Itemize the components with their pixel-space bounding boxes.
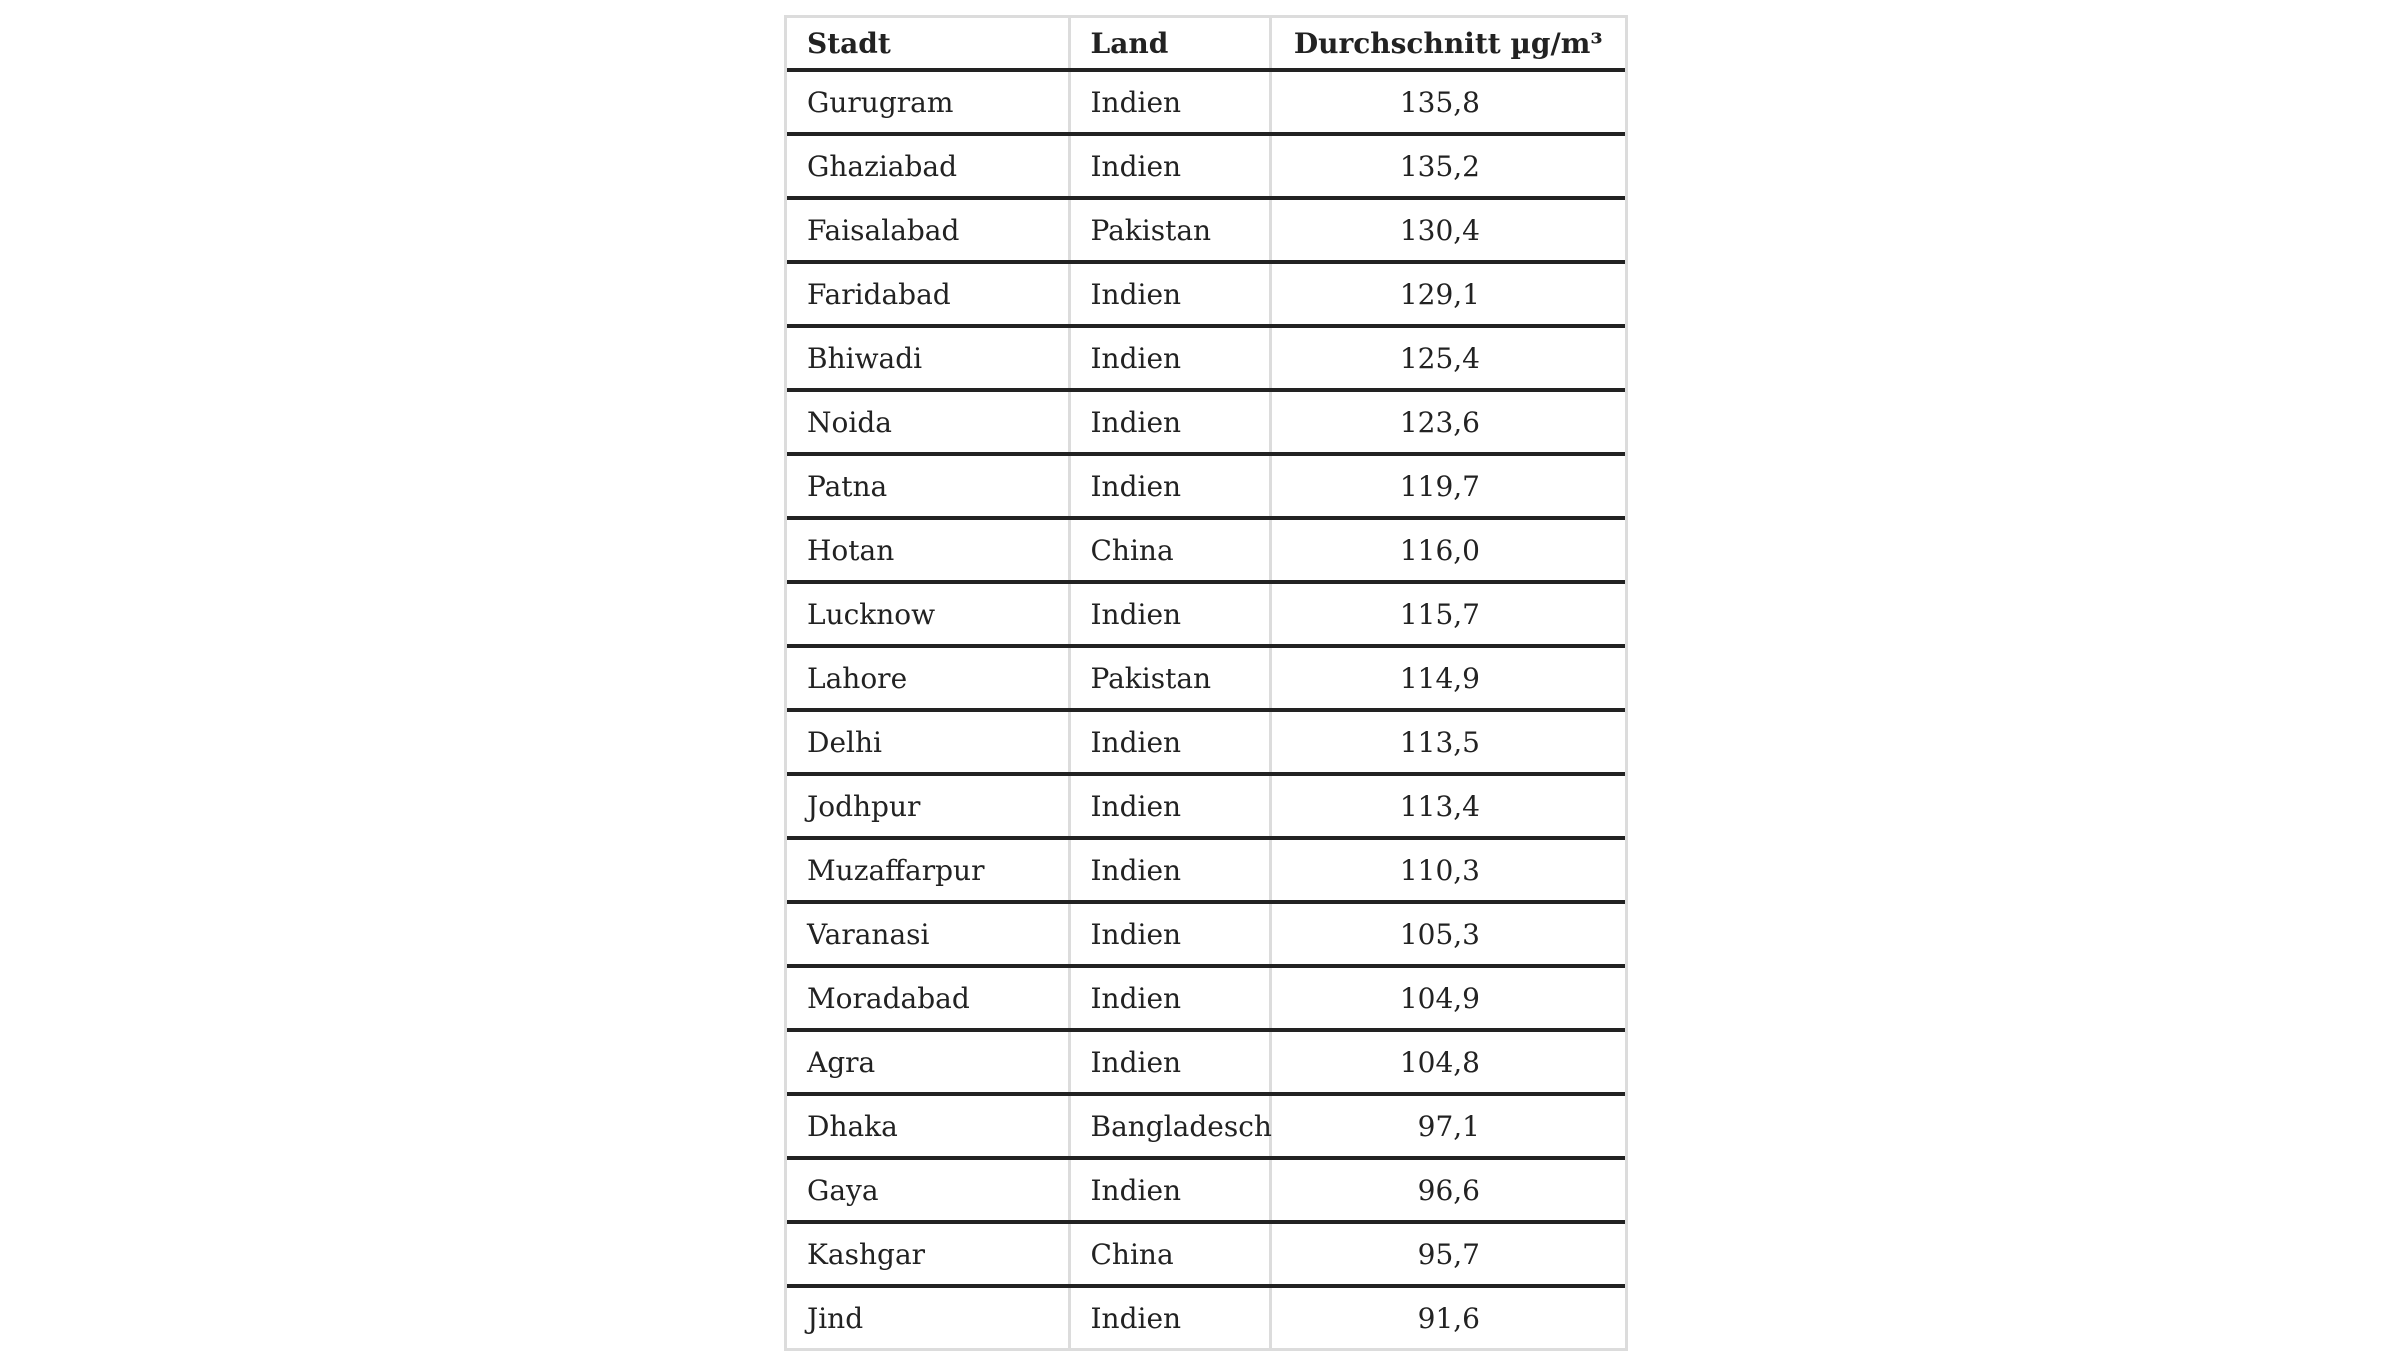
city-cell: Lahore (807, 661, 908, 695)
country-cell: Indien (1069, 390, 1270, 454)
avg-cell: 97,1 (1270, 1094, 1625, 1158)
table-row (787, 1094, 1625, 1158)
country-cell: Indien (1069, 1286, 1270, 1348)
country-cell: Indien (1069, 1158, 1270, 1222)
city-cell: Jind (807, 1301, 864, 1335)
avg-cell: 135,8 (1270, 70, 1625, 134)
city-cell: Jodhpur (807, 789, 921, 823)
table-row (787, 390, 1625, 454)
country-cell: Indien (1069, 134, 1270, 198)
city-cell: Delhi (807, 725, 882, 759)
avg-cell: 113,5 (1270, 710, 1625, 774)
country-cell: China (1069, 518, 1270, 582)
country-cell: Indien (1069, 262, 1270, 326)
city-cell: Gaya (807, 1173, 879, 1207)
header-country: Land (1069, 18, 1270, 70)
avg-cell: 91,6 (1270, 1286, 1625, 1348)
country-cell: Indien (1069, 582, 1270, 646)
country-cell: Bangladesch (1069, 1094, 1270, 1158)
city-cell: Faridabad (807, 277, 951, 311)
avg-cell: 116,0 (1270, 518, 1625, 582)
avg-cell: 113,4 (1270, 774, 1625, 838)
country-cell: Indien (1069, 454, 1270, 518)
table-row (787, 134, 1625, 198)
city-cell: Gurugram (807, 85, 954, 119)
avg-cell: 129,1 (1270, 262, 1625, 326)
table-row (787, 326, 1625, 390)
city-cell: Lucknow (807, 597, 936, 631)
table-row (787, 70, 1625, 134)
pollution-table (787, 18, 1625, 1348)
city-cell: Muzaffarpur (807, 853, 985, 887)
country-cell: Indien (1069, 70, 1270, 134)
avg-cell: 104,9 (1270, 966, 1625, 1030)
city-cell: Dhaka (807, 1109, 898, 1143)
table-row (787, 454, 1625, 518)
avg-cell: 104,8 (1270, 1030, 1625, 1094)
avg-cell: 119,7 (1270, 454, 1625, 518)
table-header-row (787, 18, 1625, 70)
country-cell: Indien (1069, 838, 1270, 902)
country-cell: Indien (1069, 774, 1270, 838)
avg-cell: 130,4 (1270, 198, 1625, 262)
pollution-table-container (784, 15, 1628, 1351)
country-cell: Pakistan (1069, 646, 1270, 710)
city-cell: Noida (807, 405, 892, 439)
avg-cell: 110,3 (1270, 838, 1625, 902)
city-cell: Bhiwadi (807, 341, 923, 375)
city-cell: Ghaziabad (807, 149, 958, 183)
table-row (787, 1158, 1625, 1222)
country-cell: Indien (1069, 326, 1270, 390)
country-cell: Indien (1069, 1030, 1270, 1094)
country-cell: Indien (1069, 966, 1270, 1030)
table-row (787, 838, 1625, 902)
country-cell: Indien (1069, 710, 1270, 774)
avg-cell: 115,7 (1270, 582, 1625, 646)
avg-cell: 96,6 (1270, 1158, 1625, 1222)
table-row (787, 1222, 1625, 1286)
city-cell: Faisalabad (807, 213, 960, 247)
table-row (787, 1030, 1625, 1094)
avg-cell: 135,2 (1270, 134, 1625, 198)
city-cell: Agra (807, 1045, 876, 1079)
table-row (787, 582, 1625, 646)
country-cell: China (1069, 1222, 1270, 1286)
avg-cell: 125,4 (1270, 326, 1625, 390)
avg-cell: 123,6 (1270, 390, 1625, 454)
table-row (787, 902, 1625, 966)
city-cell: Kashgar (807, 1237, 926, 1271)
country-cell: Pakistan (1069, 198, 1270, 262)
header-average: Durchschnitt µg/m³ (1270, 18, 1625, 70)
header-city: Stadt (807, 26, 891, 60)
table-row (787, 710, 1625, 774)
table-row (787, 774, 1625, 838)
avg-cell: 105,3 (1270, 902, 1625, 966)
city-cell: Moradabad (807, 981, 970, 1015)
table-row (787, 262, 1625, 326)
table-row (787, 646, 1625, 710)
table-row (787, 198, 1625, 262)
country-cell: Indien (1069, 902, 1270, 966)
city-cell: Varanasi (807, 917, 930, 951)
city-cell: Patna (807, 469, 888, 503)
table-row (787, 1286, 1625, 1348)
table-row (787, 518, 1625, 582)
city-cell: Hotan (807, 533, 895, 567)
avg-cell: 95,7 (1270, 1222, 1625, 1286)
avg-cell: 114,9 (1270, 646, 1625, 710)
table-row (787, 966, 1625, 1030)
